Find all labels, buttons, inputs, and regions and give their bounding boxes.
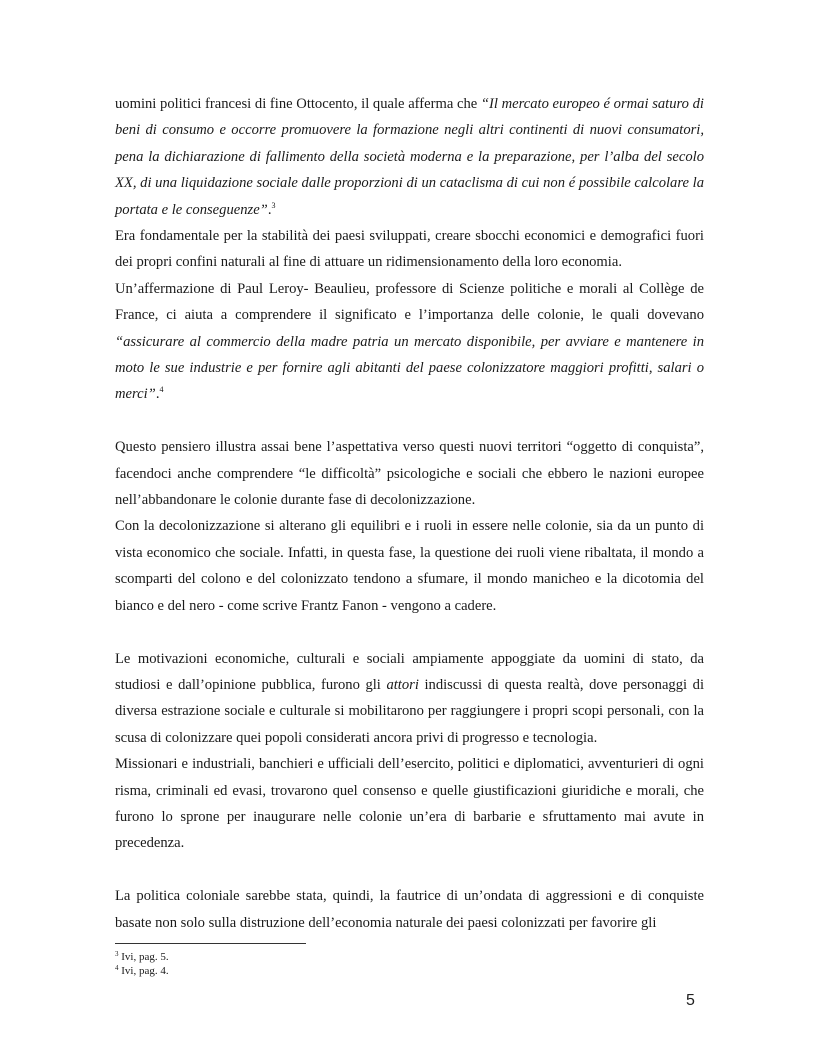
quote-mercato-europeo: “Il mercato europeo é ormai saturo di beni di consumo e occorre promuovere la formazione negli altri continenti di nuovi consumatori, pena la dichiarazione di fallimento della società moderna e la preparazione, per l’alba del secolo XX, di una liquidazione sociale dalle proporzioni di un cataclisma di cui non é possibile calcolare la portata e le conseguenze” bbox=[115, 96, 704, 218]
footnotes bbox=[115, 951, 515, 978]
footnote-ref-4: 4 bbox=[159, 385, 164, 395]
page-number: 5 bbox=[686, 992, 695, 1009]
paragraph-6-lead: Le motivazioni economiche, culturali e sociali ampiamente appoggiate da uomini di stato, da studiosi e dall’opinione pubblica, furono gli bbox=[115, 650, 704, 693]
paragraph-gap bbox=[115, 857, 704, 883]
paragraph-2: Era fondamentale per la stabilità dei paesi sviluppati, creare sbocchi economici e demografici fuori dei propri confini naturali al fine di attuare un ridimensionamento della loro economia. bbox=[115, 228, 704, 271]
footnote-4-number: 4 bbox=[115, 963, 119, 972]
body-text bbox=[115, 91, 704, 936]
paragraph-6 bbox=[115, 646, 704, 752]
footnote-separator bbox=[115, 943, 306, 944]
paragraph-8: La politica coloniale sarebbe stata, quindi, la fautrice di un’ondata di aggressioni e di conquiste basate non solo sulla distruzione dell’economia naturale dei paesi colonizzati per favorire gli bbox=[115, 888, 704, 931]
paragraph-5: Con la decolonizzazione si alterano gli equilibri e i ruoli in essere nelle colonie, sia da un punto di vista economico che sociale. Infatti, in questa fase, la questione dei ruoli viene ribaltata, il mondo a scomparti del colono e del colonizzato tendono a sfumare, il mondo manicheo e la dicotomia del bianco e del nero - come scrive Frantz Fanon - vengono a cadere. bbox=[115, 518, 704, 614]
footnote-3 bbox=[115, 951, 515, 965]
paragraph-1-tail: . bbox=[267, 201, 272, 218]
footnote-4 bbox=[115, 965, 515, 979]
paragraph-3-lead: Un’affermazione di Paul Leroy- Beaulieu, professore di Scienze politiche e morali al Collège de France, ci aiuta a comprendere il significato e l’importanza delle colonie, le quali dovevano bbox=[115, 280, 704, 324]
paragraph-1-lead: uomini politici francesi di fine Ottocento, il quale afferma che bbox=[115, 96, 481, 112]
quote-leroy-beaulieu: “assicurare al commercio della madre patria un mercato disponibile, per avviare e mantenere in moto le sue industrie e per fornire agli abitanti del paese colonizzatore maggiori profitti, salari o merci” bbox=[115, 333, 704, 403]
emphasis-attori: attori bbox=[386, 676, 419, 693]
footnote-4-text: Ivi, pag. 4. bbox=[118, 964, 169, 977]
paragraph-gap bbox=[115, 619, 704, 645]
footnote-ref-3: 3 bbox=[271, 200, 276, 210]
paragraph-6-tail: indiscussi di questa realtà, dove personaggi di diversa estrazione sociale e culturale si mobilitarono per raggiungere i propri scopi personali, con la scusa di colonizzare quei popoli considerati ancora privi di progresso e tecnologia. bbox=[115, 676, 705, 746]
paragraph-3-tail: . bbox=[155, 386, 160, 403]
paragraph-7: Missionari e industriali, banchieri e ufficiali dell’esercito, politici e diplomatici, avventurieri di ogni risma, criminali ed evasi, trovarono quel consenso e quelle giustificazioni giuridiche e morali, che furono lo sprone per inaugurare nelle colonie un’era di barbarie e sfruttamento mai avute in precedenza. bbox=[115, 756, 704, 852]
paragraph-1 bbox=[115, 91, 704, 223]
footnote-3-number: 3 bbox=[115, 950, 119, 958]
paragraph-gap bbox=[115, 408, 704, 434]
paragraph-4: Questo pensiero illustra assai bene l’aspettativa verso questi nuovi territori “oggetto di conquista”, facendoci anche comprendere “le difficoltà” psicologiche e sociali che ebbero le nazioni europee nell’abbandonare le colonie durante fase di decolonizzazione. bbox=[115, 439, 704, 509]
footnote-3-text: Ivi, pag. 5. bbox=[118, 951, 169, 963]
paragraph-3 bbox=[115, 276, 704, 408]
